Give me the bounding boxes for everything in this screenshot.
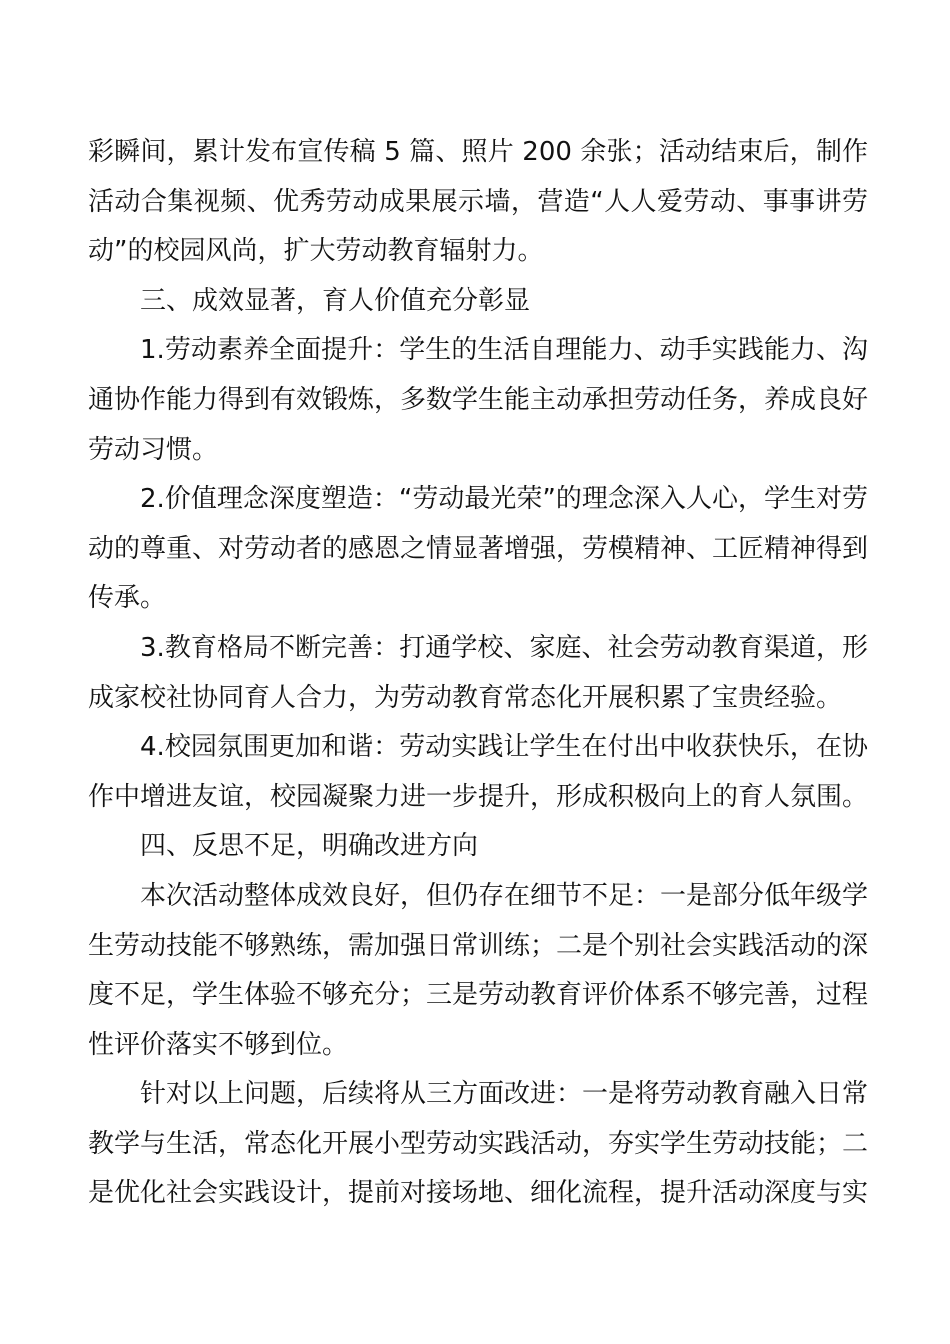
document-body	[88, 128, 868, 1219]
paragraph-continuation: 彩瞬间，累计发布宣传稿 5 篇、照片 200 余张；活动结束后，制作活动合集视频、优秀劳动成果展示墙，营造“人人爱劳动、事事讲劳动”的校园风尚，扩大劳动教育辐射力。	[88, 137, 868, 267]
paragraph-item-4: 4.校园氛围更加和谐：劳动实践让学生在付出中收获快乐，在协作中增进友谊，校园凝聚力进一步提升，形成积极向上的育人氛围。	[88, 732, 869, 812]
paragraph-item-3: 3.教育格局不断完善：打通学校、家庭、社会劳动教育渠道，形成家校社协同育人合力，为劳动教育常态化开展积累了宝贵经验。	[88, 632, 868, 713]
paragraph-item-1: 1.劳动素养全面提升：学生的生活自理能力、动手实践能力、沟通协作能力得到有效锻炼，多数学生能主动承担劳动任务，养成良好劳动习惯。	[88, 335, 869, 465]
section-heading-4: 四、反思不足，明确改进方向	[140, 831, 479, 862]
section-heading-3: 三、成效显著，育人价值充分彰显	[140, 285, 531, 316]
paragraph-item-2: 2.价值理念深度塑造：“劳动最光荣”的理念深入人心，学生对劳动的尊重、对劳动者的感恩之情显著增强，劳模精神、工匠精神得到传承。	[88, 484, 869, 614]
paragraph-shortcomings: 本次活动整体成效良好，但仍存在细节不足：一是部分低年级学生劳动技能不够熟练，需加强日常训练；二是个别社会实践活动的深度不足，学生体验不够充分；三是劳动教育评价体系不够完善，过程性评价落实不够到位。	[88, 880, 869, 1060]
paragraph-improvements: 针对以上问题，后续将从三方面改进：一是将劳动教育融入日常教学与生活，常态化开展小型劳动实践活动，夯实学生劳动技能；二是优化社会实践设计，提前对接场地、细化流程，提升活动深度与实	[88, 1079, 869, 1209]
